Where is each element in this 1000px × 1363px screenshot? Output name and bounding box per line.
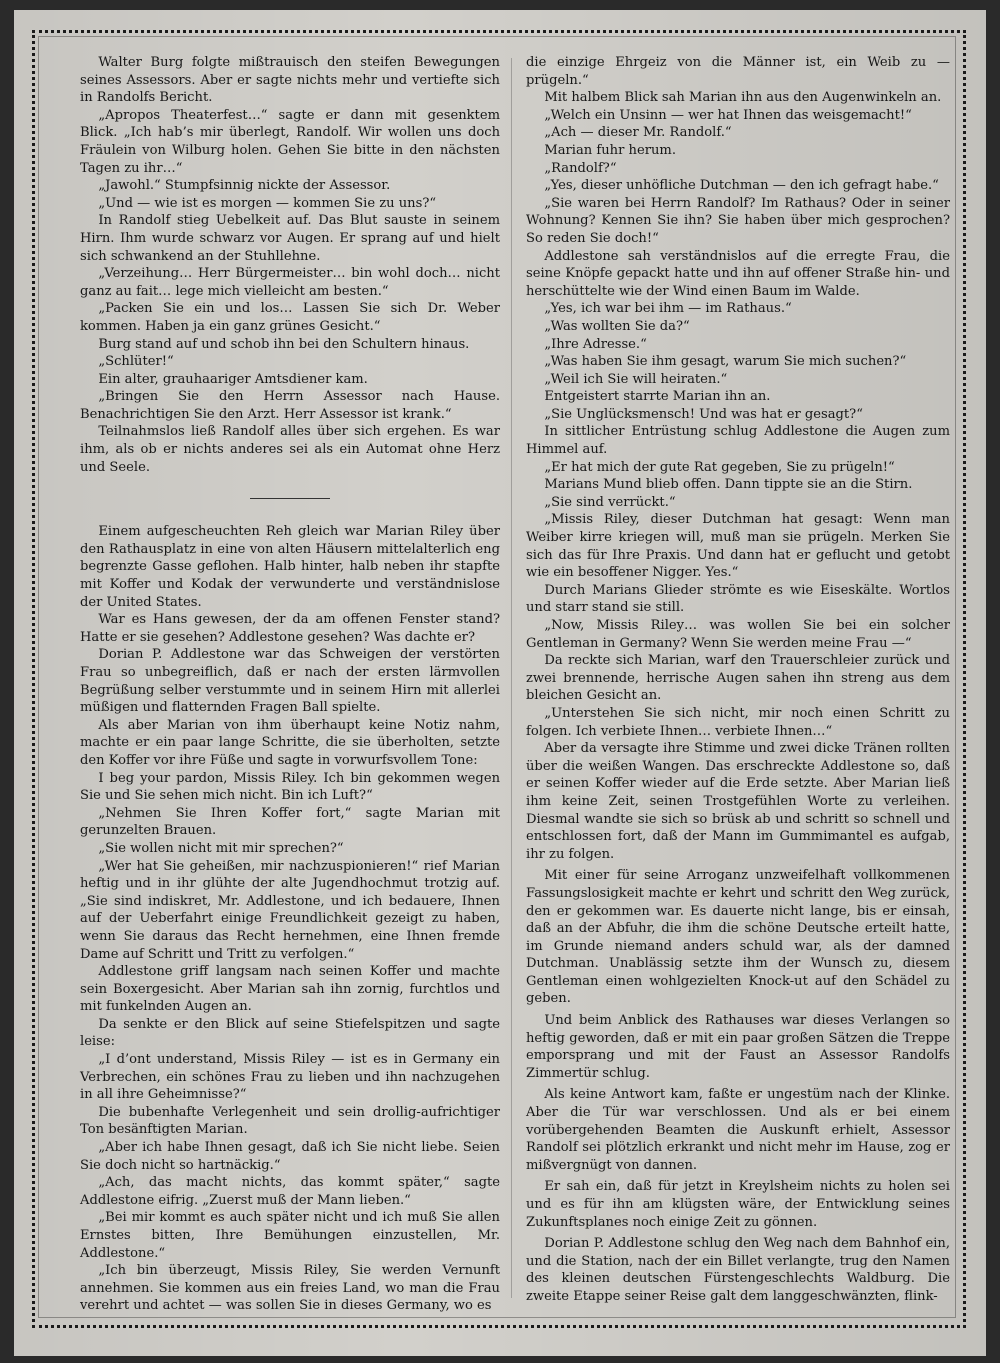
paragraph: „Ich bin überzeugt, Missis Riley, Sie werden Vernunft annehmen. Sie kommen aus ein freies Land, wo man die Frau verehrt und achtet — was sollen Sie in dieses Germany, wo es	[80, 1263, 500, 1314]
paragraph: „Nehmen Sie Ihren Koffer fort,“ sagte Marian mit gerunzelten Brauen.	[80, 805, 500, 839]
paragraph: „Missis Riley, dieser Dutchman hat gesagt: Wenn man Weiber kirre kriegen will, muß man sie prügeln. Merken Sie sich das für Ihre Praxis. Und dann hat er geflucht und getobt wie ein besoffener Nigger. Yes.“	[526, 512, 950, 581]
paragraph: „Ihre Adresse.“	[544, 336, 647, 352]
column-divider	[511, 58, 512, 1298]
paragraph: Addlestone griff langsam nach seinen Koffer und machte sein Boxergesicht. Aber Marian sah ihn zornig, furchtlos und mit funkelnden Augen an.	[80, 964, 500, 1015]
paragraph: „Verzeihung… Herr Bürgermeister… bin wohl doch… nicht ganz au fait… lege mich vielleicht am besten.“	[80, 266, 500, 299]
paragraph: I beg your pardon, Missis Riley. Ich bin gekommen wegen Sie und Sie sehen mich nicht. Bin ich Luft?“	[80, 770, 500, 804]
paragraph: die einzige Ehrgeiz von die Männer ist, ein Weib zu — prügeln.“	[526, 55, 950, 88]
paragraph: Mit halbem Blick sah Marian ihn aus den Augenwinkeln an.	[544, 90, 942, 106]
right-column	[526, 54, 950, 1304]
paragraph: Als aber Marian von ihm überhaupt keine Notiz nahm, machte er ein paar lange Schritte, die sie überholten, setzte den Koffer vor ihre Füße und sagte in vorwurfsvollem Tone:	[80, 717, 500, 768]
paragraph: „Unterstehen Sie sich nicht, mir noch einen Schritt zu folgen. Ich verbiete Ihnen… verbiete Ihnen…“	[526, 705, 950, 739]
paragraph: „Sie Unglücksmensch! Und was hat er gesagt?“	[544, 406, 863, 422]
paragraph: Dorian P. Addlestone war das Schweigen der verstörten Frau so unbegreiflich, daß er nach der ersten lärmvollen Begrüßung selber verstummte und in seinem Hirn mit allerlei müßigen und flatternden Fragen Ball spielte.	[80, 647, 500, 716]
paragraph: In sittlicher Entrüstung schlug Addlestone die Augen zum Himmel auf.	[526, 424, 950, 458]
paragraph: Aber da versagte ihre Stimme und zwei dicke Tränen rollten über die weißen Wangen. Das erschreckte Addlestone so, daß er seinen Koffer wieder auf die Erde setzte. Aber Marian ließ ihm keine Zeit, seinen Trostgefühlen Worte zu verleihen. Diesmal wandte sie sich so brüsk ab und schritt so schnell und entschlossen fort, daß der Mann im Gummimantel es aufgab, ihr zu folgen.	[526, 741, 950, 862]
paragraph: Marians Mund blieb offen. Dann tippte sie an die Stirn.	[544, 477, 913, 493]
paragraph: In Randolf stieg Uebelkeit auf. Das Blut sauste in seinem Hirn. Ihm wurde schwarz vor Augen. Er sprang auf und hielt sich schwankend an der Stuhllehne.	[80, 213, 500, 264]
paragraph: „Randolf?“	[544, 160, 617, 176]
paragraph: „Sie sind verrückt.“	[544, 494, 676, 510]
paragraph: Walter Burg folgte mißtrauisch den steifen Bewegungen seines Assessors. Aber er sagte nichts mehr und vertiefte sich in Randolfs Bericht.	[80, 55, 500, 106]
paragraph: „Welch ein Unsinn — wer hat Ihnen das weisgemacht!“	[544, 107, 912, 123]
paragraph: Er sah ein, daß für jetzt in Kreylsheim nichts zu holen sei und es für ihn am klügsten wäre, der Entwicklung seines Zukunftsplanes noch einige Zeit zu gönnen.	[526, 1179, 950, 1230]
paragraph: Die bubenhafte Verlegenheit und sein drollig-aufrichtiger Ton besänftigten Marian.	[80, 1104, 500, 1138]
paragraph: „Bringen Sie den Herrn Assessor nach Hause. Benachrichtigen Sie den Arzt. Herr Assessor ist krank.“	[80, 389, 500, 422]
paragraph: Marian fuhr herum.	[544, 142, 676, 158]
paragraph: War es Hans gewesen, der da am offenen Fenster stand? Hatte er sie gesehen? Addlestone gesehen? Was dachte er?	[80, 612, 500, 645]
section-divider	[250, 498, 330, 499]
paragraph: „Aber ich habe Ihnen gesagt, daß ich Sie nicht liebe. Seien Sie doch nicht so hartnäckig.“	[80, 1140, 500, 1173]
paragraph: Da reckte sich Marian, warf den Trauerschleier zurück und zwei brennende, herrische Augen sahen ihn streng aus dem bleichen Gesicht an.	[526, 653, 950, 704]
paragraph: „Wer hat Sie geheißen, mir nachzuspionieren!“ rief Marian heftig und in ihr glühte der alte Jugendhochmut trotzig auf. „Sie sind indiskret, Mr. Addlestone, und ich bedauere, Ihnen auf der Ueberfahrt einige Freundlichkeit gezeigt zu haben, wenn Sie daraus das Recht hernehmen, eine Ihnen fremde Dame auf Schritt und Tritt zu verfolgen.“	[80, 858, 500, 962]
paragraph: „Weil ich Sie will heiraten.“	[544, 371, 728, 387]
paragraph: „Er hat mich der gute Rat gegeben, Sie zu prügeln!“	[544, 459, 895, 475]
paragraph: Burg stand auf und schob ihn bei den Schultern hinaus.	[98, 336, 470, 352]
paragraph: „Now, Missis Riley… was wollen Sie bei ein solcher Gentleman in Germany? Wenn Sie werden meine Frau —“	[526, 618, 950, 651]
paragraph: „Sie waren bei Herrn Randolf? Im Rathaus? Oder in seiner Wohnung? Kennen Sie ihn? Sie haben über mich gesprochen? So reden Sie doch!“	[526, 195, 950, 246]
paragraph: „Yes, dieser unhöfliche Dutchman — den ich gefragt habe.“	[544, 178, 939, 194]
paragraph: Dorian P. Addlestone schlug den Weg nach dem Bahnhof ein, und die Station, nach der ein Billet verlangte, trug den Namen des kleinen deutschen Fürstengeschlechts Waldburg. Die zweite Etappe seiner Reise galt dem langgeschwänzten, flink-	[526, 1236, 950, 1304]
paragraph: Als keine Antwort kam, faßte er ungestüm nach der Klinke. Aber die Tür war verschlossen. Und als er bei einem vorübergehenden Beamten die Auskunft erhielt, Assessor Randolf sei plötzlich erkrankt und nicht mehr im Hause, zog er mißvergnügt von dannen.	[526, 1087, 950, 1173]
paragraph: Teilnahmslos ließ Randolf alles über sich ergehen. Es war ihm, als ob er nichts anderes sei als ein Automat ohne Herz und Seele.	[80, 424, 500, 475]
paragraph: Entgeistert starrte Marian ihn an.	[544, 389, 771, 405]
left-column	[80, 54, 500, 1314]
paragraph: „Ach — dieser Mr. Randolf.“	[544, 125, 732, 141]
paragraph: „Ach, das macht nichts, das kommt später,“ sagte Addlestone eifrig. „Zuerst muß der Mann lieben.“	[80, 1175, 500, 1208]
paragraph: „Was haben Sie ihm gesagt, warum Sie mich suchen?“	[544, 354, 907, 370]
paragraph: „Apropos Theaterfest…“ sagte er dann mit gesenktem Blick. „Ich hab’s mir überlegt, Randolf. Wir wollen uns doch Fräulein von Wilburg holen. Gehen Sie bitte in den nächsten Tagen zu ihr…“	[80, 107, 500, 176]
paragraph: Durch Marians Glieder strömte es wie Eiseskälte. Wortlos und starr stand sie still.	[526, 582, 950, 616]
paragraph: Und beim Anblick des Rathauses war dieses Verlangen so heftig geworden, daß er mit ein paar großen Sätzen die Treppe emporsprang und mit der Faust an Assessor Randolfs Zimmertür schlug.	[526, 1013, 950, 1081]
paragraph: „Schlüter!“	[98, 354, 174, 370]
paragraph: Mit einer für seine Arroganz unzweifelhaft vollkommenen Fassungslosigkeit machte er kehrt und schritt den Weg zurück, den er gekommen war. Es dauerte nicht lange, bis er einsah, daß an der Abfuhr, die ihm die schöne Deutsche erteilt hatte, im Grunde niemand anders schuld war, als der damned Dutchman. Unablässig setzte ihm der Wunsch zu, diesem Gentleman einen wohlgezielten Knock-ut auf den Schädel zu geben.	[526, 868, 950, 1007]
paragraph: „Packen Sie ein und los… Lassen Sie sich Dr. Weber kommen. Haben ja ein ganz grünes Gesicht.“	[80, 301, 500, 334]
paragraph: Ein alter, grauhaariger Amtsdiener kam.	[98, 371, 368, 387]
paragraph: Da senkte er den Blick auf seine Stiefelspitzen und sagte leise:	[80, 1016, 500, 1050]
paragraph: „Yes, ich war bei ihm — im Rathaus.“	[544, 301, 792, 317]
paragraph: „I d’ont understand, Missis Riley — ist es in Germany ein Verbrechen, ein schönes Frau zu lieben und ihn nachzugehen in all ihre Geheimnisse?“	[80, 1052, 500, 1103]
paragraph: „Jawohl.“ Stumpfsinnig nickte der Assessor.	[98, 178, 391, 194]
paragraph: Einem aufgescheuchten Reh gleich war Marian Riley über den Rathausplatz in eine von alten Häusern mittelalterlich eng begrenzte Gasse geflohen. Halb hinter, halb neben ihr stapfte mit Koffer und Kodak der verwunderte und verständnislose der United States.	[80, 524, 500, 610]
paragraph: „Und — wie ist es morgen — kommen Sie zu uns?“	[98, 195, 437, 211]
paragraph: Addlestone sah verständnislos auf die erregte Frau, die seine Knöpfe gepackt hatte und ihn auf offener Straße hin- und herschüttelte wie der Wind einen Baum im Walde.	[526, 248, 950, 299]
paragraph: „Sie wollen nicht mit mir sprechen?“	[98, 840, 344, 856]
paragraph: „Was wollten Sie da?“	[544, 318, 690, 334]
newspaper-page	[14, 10, 986, 1356]
paragraph: „Bei mir kommt es auch später nicht und ich muß Sie allen Ernstes bitten, Ihre Bemühungen einzustellen, Mr. Addlestone.“	[80, 1210, 500, 1261]
